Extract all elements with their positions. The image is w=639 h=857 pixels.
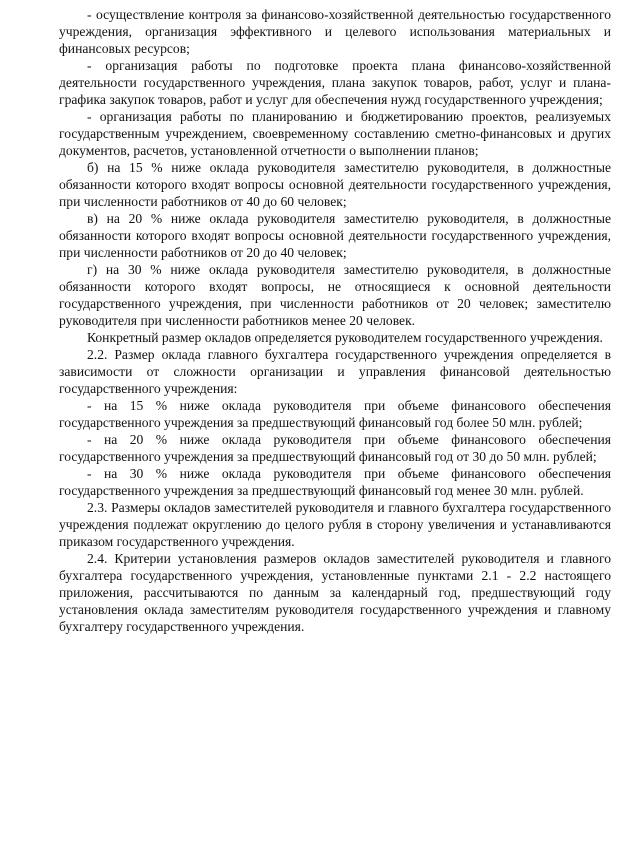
paragraph-accountant-20-percent: - на 20 % ниже оклада руководителя при объеме финансового обеспечения государственного учреждения за предшествующий финансовый год от 30 до 50 млн. рублей; bbox=[59, 432, 611, 464]
paragraph-section-2-2: 2.2. Размер оклада главного бухгалтера государственного учреждения определяется в зависимости от сложности организации и управления финансовой деятельностью государственного учреждения: bbox=[59, 347, 611, 396]
paragraph-financial-control: - осуществление контроля за финансово-хозяйственной деятельностью государственного учреждения, организация эффективного и целевого использования материальных и финансовых ресурсов; bbox=[59, 7, 611, 56]
paragraph-section-2-4: 2.4. Критерии установления размеров окладов заместителей руководителя и главного бухгалтера государственного учреждения, установленные пунктами 2.1 - 2.2 настоящего приложения, рассчитываются по данным за календарный год, предшествующий году установления оклада заместителям руководителя государственного учреждения и главному бухгалтеру государственного учреждения. bbox=[59, 551, 611, 634]
paragraph-deputy-30-percent: г) на 30 % ниже оклада руководителя заместителю руководителя, в должностные обязанности которого входят вопросы, не относящиеся к основной деятельности государственного учреждения, при численности работников от 20 человек; заместителю руководителя при численности работников менее 20 человек. bbox=[59, 262, 611, 328]
paragraph-deputy-15-percent: б) на 15 % ниже оклада руководителя заместителю руководителя, в должностные обязанности которого входят вопросы основной деятельности государственного учреждения, при численности работников от 40 до 60 человек; bbox=[59, 160, 611, 209]
paragraph-accountant-15-percent: - на 15 % ниже оклада руководителя при объеме финансового обеспечения государственного учреждения за предшествующий финансовый год более 50 млн. рублей; bbox=[59, 398, 611, 430]
paragraph-deputy-20-percent: в) на 20 % ниже оклада руководителя заместителю руководителя, в должностные обязанности которого входят вопросы основной деятельности государственного учреждения, при численности работников от 20 до 40 человек; bbox=[59, 211, 611, 260]
paragraph-plan-preparation: - организация работы по подготовке проекта плана финансово-хозяйственной деятельности государственного учреждения, плана закупок товаров, работ, услуг и плана-графика закупок товаров, работ и услуг для обеспечения нужд государственного учреждения; bbox=[59, 58, 611, 107]
document-page bbox=[59, 6, 611, 635]
paragraph-accountant-30-percent: - на 30 % ниже оклада руководителя при объеме финансового обеспечения государственного учреждения за предшествующий финансовый год менее 30 млн. рублей. bbox=[59, 466, 611, 498]
paragraph-specific-salary: Конкретный размер окладов определяется руководителем государственного учреждения. bbox=[87, 330, 603, 345]
paragraph-section-2-3: 2.3. Размеры окладов заместителей руководителя и главного бухгалтера государственного учреждения подлежат округлению до целого рубля в сторону увеличения и устанавливаются приказом государственного учреждения. bbox=[59, 500, 611, 549]
paragraph-budgeting: - организация работы по планированию и бюджетированию проектов, реализуемых государственным учреждением, своевременному составлению сметно-финансовых и других документов, расчетов, установленной отчетности о выполнении планов; bbox=[59, 109, 611, 158]
